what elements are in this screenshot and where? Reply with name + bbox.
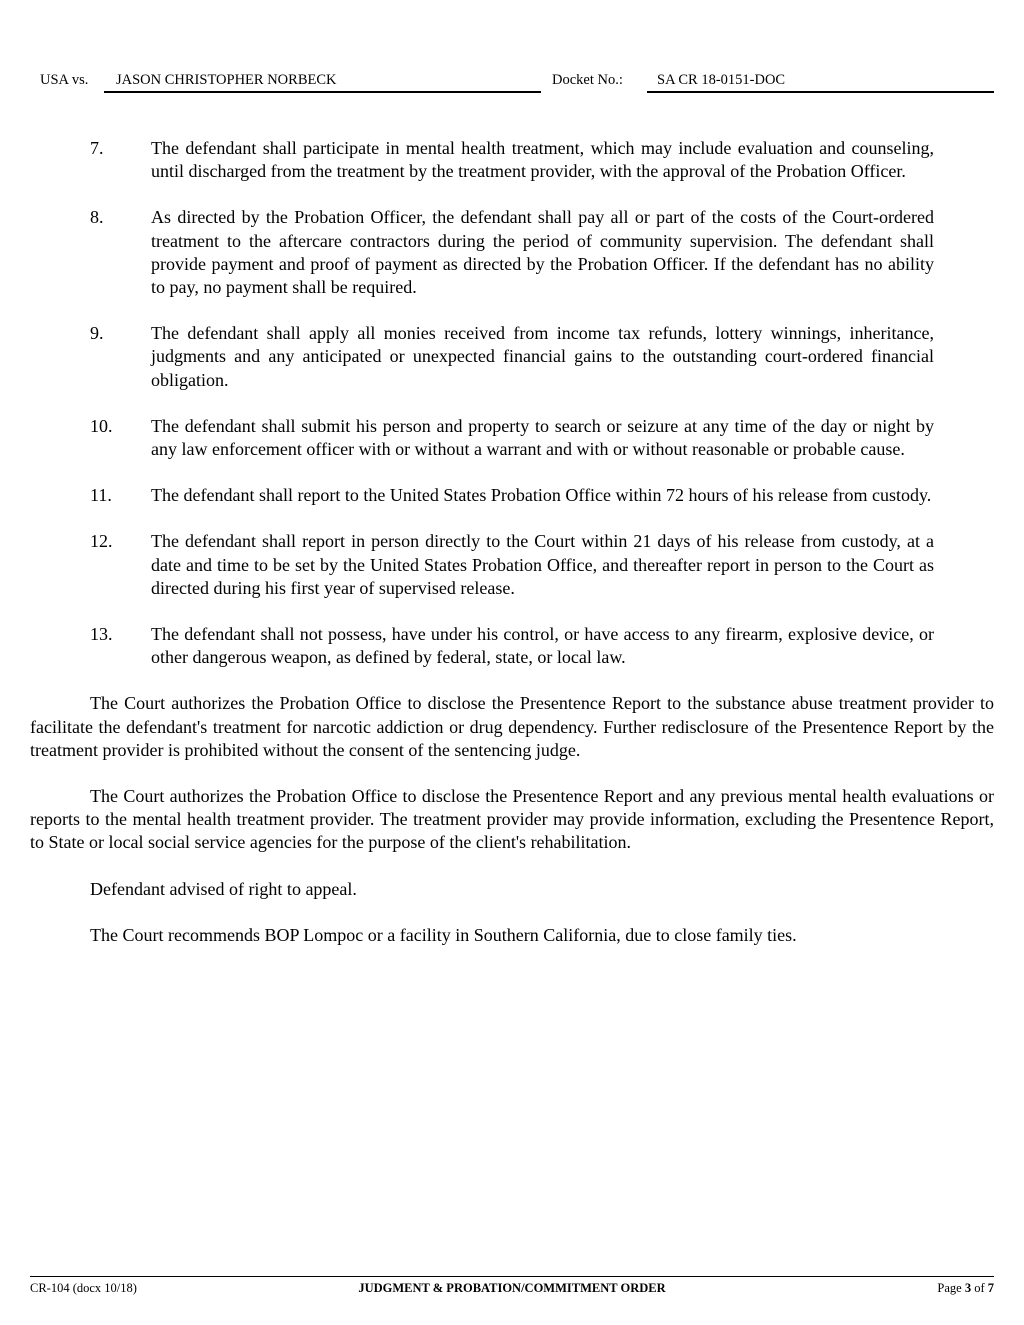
appeal-advisement-paragraph: Defendant advised of right to appeal. (90, 878, 357, 899)
condition-item (90, 623, 934, 669)
page-header (40, 70, 994, 94)
condition-text: The defendant shall apply all monies received from income tax refunds, lottery winnings, inheritance, judgments and any anticipated or unexpected financial gains to the outstanding court-ordered financial obligation. (151, 323, 934, 390)
defendant-name: JASON CHRISTOPHER NORBECK (116, 72, 337, 88)
page-of-label: of (974, 1281, 985, 1295)
condition-text: The defendant shall not possess, have under his control, or have access to any firearm, explosive device, or other dangerous weapon, as defined by federal, state, or local law. (151, 624, 934, 668)
page-label: Page (937, 1281, 962, 1295)
disclosure-substance-abuse-paragraph: The Court authorizes the Probation Office to disclose the Presentence Report to the substance abuse treatment provider to facilitate the defendant's treatment for narcotic addiction or drug dependency. Further redisclosure of the Presentence Report by the treatment provider is prohibited without the consent of the sentencing judge. (30, 693, 994, 760)
condition-text: The defendant shall report in person directly to the Court within 21 days of his release from custody, at a date and time to be set by the United States Probation Office, and thereafter report in person to the Court as directed during his first year of supervised release. (151, 531, 934, 598)
page-number (937, 1281, 994, 1296)
condition-number: 11. (90, 485, 112, 506)
condition-item (90, 137, 934, 183)
condition-item (90, 206, 934, 299)
condition-item (90, 415, 934, 461)
condition-number: 7. (90, 138, 104, 158)
form-id: CR-104 (docx 10/18) (30, 1281, 137, 1295)
docket-underline (647, 91, 994, 93)
docket-number: SA CR 18-0151-DOC (657, 72, 786, 88)
condition-number: 9. (90, 323, 104, 344)
condition-text: The defendant shall report to the United States Probation Office within 72 hours of his release from custody. (151, 485, 932, 506)
condition-text: The defendant shall participate in mental health treatment, which may include evaluation and counseling, until discharged from the treatment by the treatment provider, with the approval of the Probation Officer. (151, 138, 934, 182)
condition-item (90, 322, 934, 392)
condition-text: The defendant shall submit his person and property to search or seizure at any time of the day or night by any law enforcement officer with or without a warrant and with or without reasonable or probable cause. (151, 415, 934, 460)
condition-number: 10. (90, 415, 113, 436)
condition-number: 8. (90, 207, 104, 228)
document-body (30, 137, 994, 970)
condition-number: 12. (90, 531, 113, 552)
page-total: 7 (987, 1281, 994, 1295)
usa-vs-label: USA vs. (40, 72, 89, 88)
disclosure-mental-health-paragraph: The Court authorizes the Probation Office to disclose the Presentence Report and any previous mental health evaluations or reports to the mental health treatment provider. The treatment provider may provide information, excluding the Presentence Report, to State or local social service agencies for the purpose of the client's rehabilitation. (30, 786, 994, 853)
condition-number: 13. (90, 624, 113, 645)
facility-recommendation-paragraph: The Court recommends BOP Lompoc or a facility in Southern California, due to close family ties. (90, 924, 797, 945)
docket-label: Docket No.: (552, 72, 623, 88)
document-title: JUDGMENT & PROBATION/COMMITMENT ORDER (358, 1281, 666, 1295)
condition-item (90, 484, 934, 507)
page-current: 3 (964, 1281, 972, 1295)
condition-text: As directed by the Probation Officer, the defendant shall pay all or part of the costs of the Court-ordered treatment to the aftercare contractors during the period of community supervision. The defendant shall provide payment and proof of payment as directed by the Probation Officer. If the defendant has no ability to pay, no payment shall be required. (151, 207, 934, 298)
condition-item (90, 530, 934, 600)
defendant-name-underline (104, 91, 541, 93)
page-footer (30, 1276, 994, 1301)
